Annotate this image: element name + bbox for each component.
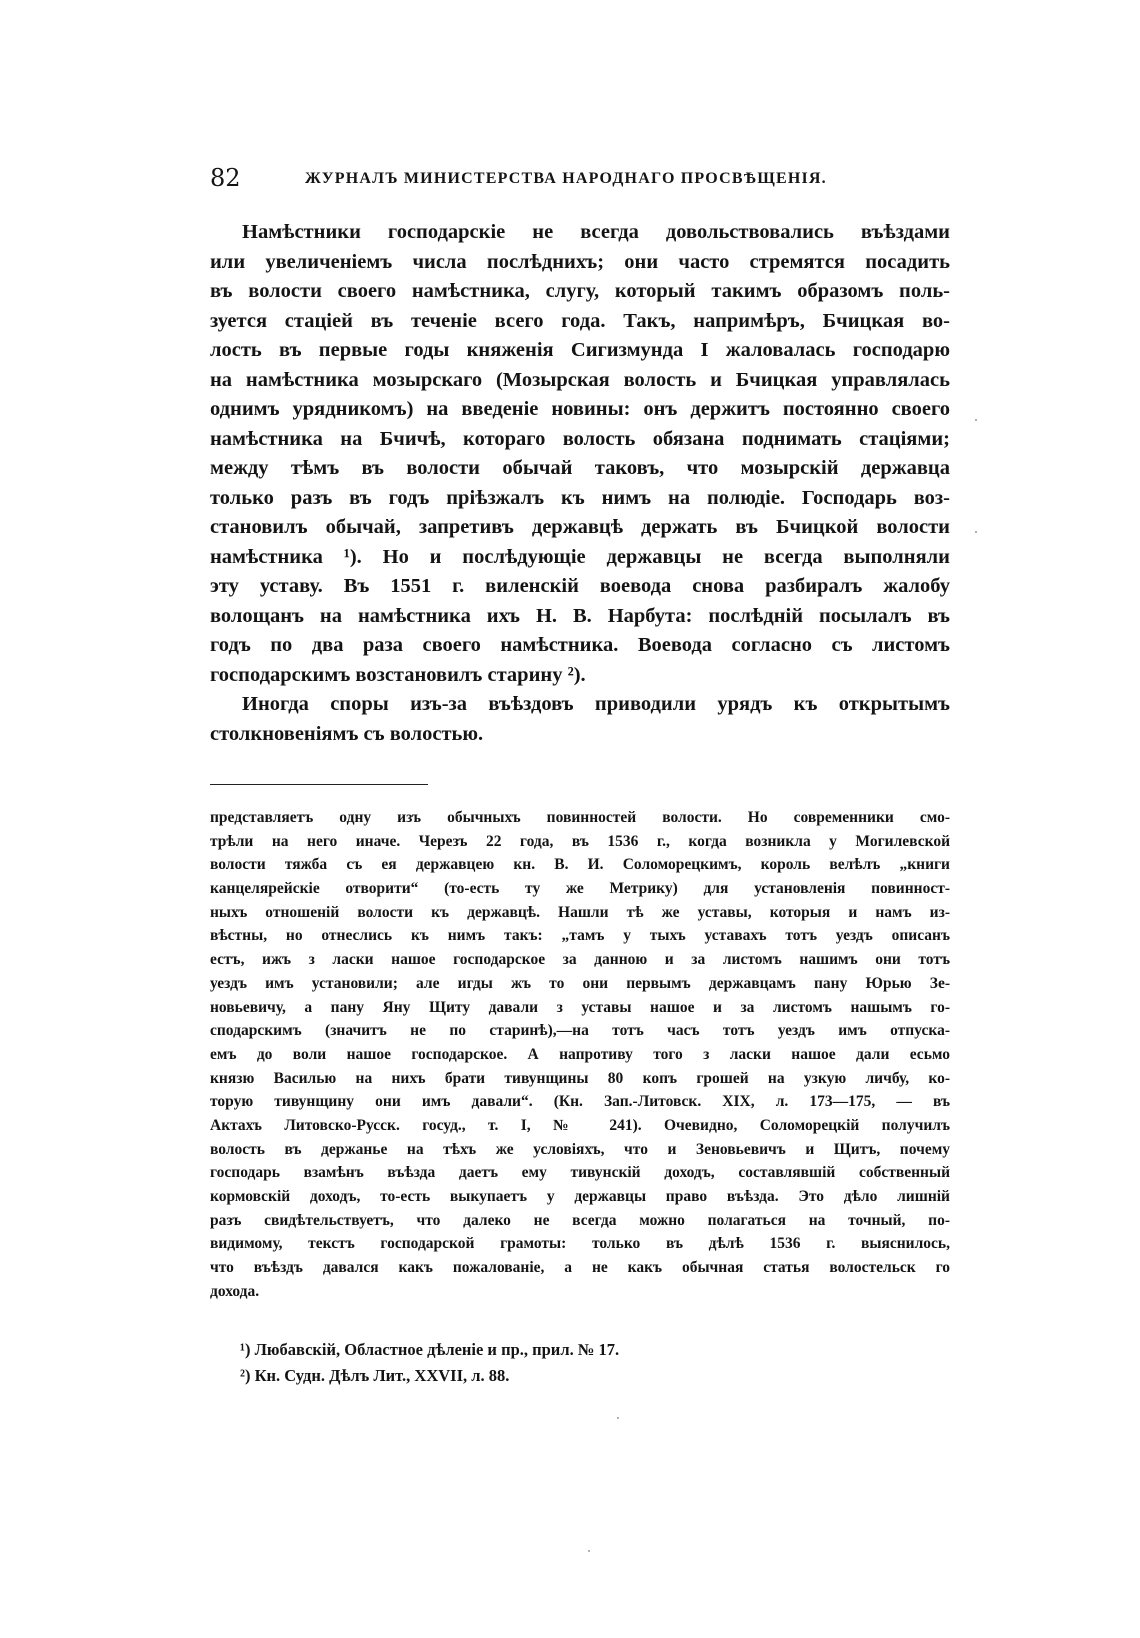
main-text-line: становилъ обычай, запретивъ державцѣ держать въ Бчицкой волости	[210, 516, 950, 538]
footnote-continuation	[210, 806, 950, 1303]
main-text-line: лость въ первые годы княженія Сигизмунда I жаловалась господарю	[210, 339, 950, 361]
footnote-line: сподарскимъ (значитъ не по старинѣ),—на тотъ часъ тотъ уездъ имъ отпуска-	[210, 1022, 950, 1040]
main-text-line: эту уставу. Въ 1551 г. виленскій воевода снова разбиралъ жалобу	[210, 575, 950, 597]
page-number: 82	[210, 164, 241, 192]
footnote-line: трѣли на него иначе. Черезъ 22 года, въ 1536 г., когда возникла у Могилевской	[210, 832, 950, 850]
footnote-line: дохода.	[210, 1282, 260, 1300]
footnote-line: волости тяжба съ ея державцею кн. В. И. Соломорецкимъ, король велѣлъ „книги	[210, 856, 950, 874]
main-text-line: волощанъ на намѣстника ихъ Н. В. Нарбута: послѣдній посылалъ въ	[210, 604, 950, 627]
scan-speck	[617, 1417, 619, 1419]
footnote-line: что въѣздъ давался какъ пожалованіе, а не какъ обычная статья волостельск го	[210, 1259, 950, 1277]
footnote-line: торую тивунщину они имъ давали“. (Кн. Зап.-Литовск. XIX, л. 173—175, — въ	[210, 1093, 950, 1111]
footnote-line: новьевичу, а пану Яну Щиту давали з уставы нашое и за листомъ нашымъ го-	[210, 998, 950, 1016]
main-text-line: на намѣстника мозырскаго (Мозырская волость и Бчицкая управлялась	[210, 368, 950, 391]
footnote-line: Актахъ Литовско-Русск. госуд., т. I, № 241). Очевидно, Соломорецкій получилъ	[210, 1116, 950, 1134]
footnote-1: ¹) Любавскій, Областное дѣленіе и пр., прил. № 17.	[240, 1340, 620, 1359]
main-text-line: годъ по два раза своего намѣстника. Воевода согласно съ листомъ	[210, 634, 950, 656]
footnote-line: кормовскій доходъ, то-есть выкупаетъ у державцы право въѣзда. Это дѣло лишній	[210, 1188, 950, 1205]
main-text-line: намѣстника ¹). Но и послѣдующіе державцы не всегда выполняли	[210, 545, 950, 568]
footnote-line: канцелярейскіе отворити“ (то-есть ту же Метрику) для установленія повинност-	[210, 880, 950, 898]
main-text-line: намѣстника на Бчичѣ, котораго волость обязана поднимать стаціями;	[210, 427, 950, 450]
footnote-line: вѣстны, но отнеслись къ нимъ такъ: „тамъ у тыхъ уставахъ тотъ уездъ описанъ	[210, 927, 950, 945]
footnote-line: уездъ имъ установили; але игды жъ то они первымъ державцамъ пану Юрью Зе-	[210, 974, 950, 992]
footnote-line: емъ до воли нашое господарское. А напротиву того з ласки нашое дали есьмо	[210, 1045, 950, 1063]
main-text-line: однимъ урядникомъ) на введеніе новины: онъ держитъ постоянно своего	[210, 398, 950, 420]
footnote-line: князю Василью на нихъ брати тивунщины 80 копъ грошей на узкую личбу, ко-	[210, 1069, 950, 1087]
footnote-line: естъ, ижъ з ласки нашое господарское за данною и за листомъ нашимъ они тотъ	[210, 951, 950, 969]
footnote-list	[210, 1337, 950, 1389]
main-text-line: Иногда споры изъ-за въѣздовъ приводили урядъ къ открытымъ	[242, 693, 950, 715]
footnote-separator	[210, 784, 428, 785]
main-text-line: зуется стаціей въ теченіе всего года. Такъ, напримѣръ, Бчицкая во-	[210, 309, 950, 332]
main-text-line: господарскимъ возстановилъ старину ²).	[210, 663, 586, 686]
footnote-line: представляетъ одну изъ обычныхъ повинностей волости. Но современники смо-	[210, 809, 950, 826]
main-text-line: между тѣмъ въ волости обычай таковъ, что мозырскій державца	[210, 457, 950, 479]
main-text	[210, 218, 950, 749]
main-text-line: столкновеніямъ съ волостью.	[210, 722, 484, 745]
footnote-line: господарь взамѣнъ въѣзда даетъ ему тивунскій доходъ, составлявшій собственный	[210, 1164, 950, 1182]
scan-speck	[975, 531, 977, 533]
footnote-line: разъ свидѣтельствуетъ, что далеко не всегда можно полагаться на точный, по-	[210, 1211, 950, 1229]
footnote-line: ныхъ отношеній волости къ державцѣ. Нашли тѣ же уставы, которыя и намъ из-	[210, 903, 950, 921]
scan-speck	[588, 1550, 590, 1552]
main-text-line: въ волости своего намѣстника, слугу, который такимъ образомъ поль-	[210, 280, 950, 302]
footnote-line: видимому, текстъ господарской грамоты: только въ дѣлѣ 1536 г. выяснилось,	[210, 1235, 950, 1253]
footnote-line: волость въ держанье на тѣхъ же условіяхъ, что и Зеновьевичъ и Щитъ, почему	[210, 1140, 950, 1158]
running-title: ЖУРНАЛЪ МИНИСТЕРСТВА НАРОДНАГО ПРОСВѢЩЕНІЯ.	[305, 170, 827, 187]
main-text-line: только разъ въ годъ пріѣзжалъ къ нимъ на полюдіе. Господарь воз-	[210, 486, 950, 509]
main-text-line: Намѣстники господарскіе не всегда довольствовались въѣздами	[242, 221, 950, 243]
footnote-2: ²) Кн. Судн. Дѣлъ Лит., XXVII, л. 88.	[240, 1366, 510, 1385]
main-text-line: или увеличеніемъ числа послѣднихъ; они часто стремятся посадить	[210, 250, 950, 273]
page-header	[210, 164, 950, 204]
scan-speck	[975, 419, 977, 421]
